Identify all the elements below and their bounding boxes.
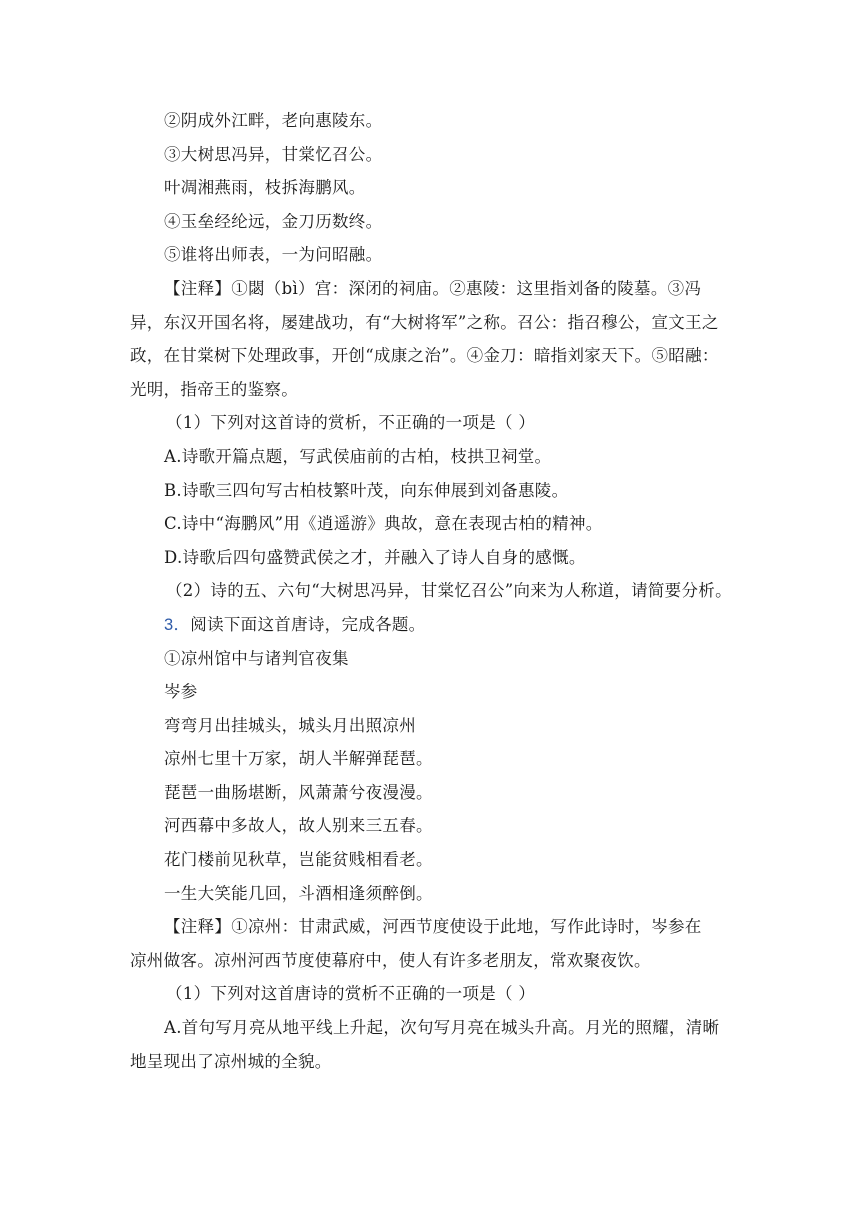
poem-line: 凉州七里十万家，胡人半解弹琵琶。 xyxy=(164,749,433,769)
poem-1-lines xyxy=(130,104,730,272)
note-line: 异，东汉开国名将，屡建战功，有“大树将军”之称。召公：指召穆公，宣文王之 xyxy=(130,312,719,332)
question-1-2: （2）诗的五、六句“大树思冯异，甘棠忆召公”向来为人称道，请简要分析。 xyxy=(166,581,732,601)
poem-line: 叶凋湘燕雨，枝拆海鹏风。 xyxy=(164,178,366,198)
poem-3-lines xyxy=(130,709,730,911)
poem-author: 岑参 xyxy=(164,682,198,702)
note-line: 凉州做客。凉州河西节度使幕府中，使人有许多老朋友，常欢聚夜饮。 xyxy=(130,950,651,970)
question-prompt: 阅读下面这首唐诗，完成各题。 xyxy=(190,614,426,634)
option-line: A.首句写月亮从地平线上升起，次句写月亮在城头升高。月光的照耀，清晰 xyxy=(164,1018,720,1038)
option-c: C.诗中“海鹏风”用《逍遥游》典故，意在表现古柏的精神。 xyxy=(164,514,603,534)
poem-line: 一生大笑能几回，斗酒相逢须醉倒。 xyxy=(164,883,433,903)
poem-3-notes xyxy=(130,910,730,977)
option-a: A.诗歌开篇点题，写武侯庙前的古柏，枝拱卫祠堂。 xyxy=(164,446,552,466)
poem-title: ①凉州馆中与诸判官夜集 xyxy=(164,648,349,668)
poem-1-notes xyxy=(130,272,730,406)
note-line: 【注释】①閟（bì）宫：深闭的祠庙。②惠陵：这里指刘备的陵墓。③冯 xyxy=(164,278,702,298)
question-number: 3． xyxy=(164,615,191,634)
note-line: 【注释】①凉州：甘肃武威，河西节度使设于此地，写作此诗时，岑参在 xyxy=(164,917,702,937)
question-3-1: （1）下列对这首唐诗的赏析不正确的一项是（ ） xyxy=(166,984,536,1004)
poem-line: ②阴成外江畔，老向惠陵东。 xyxy=(164,111,383,130)
note-line: 政，在甘棠树下处理政事，开创“成康之治”。④金刀：暗指刘家天下。⑤昭融： xyxy=(130,346,719,366)
option-b: B.诗歌三四句写古柏枝繁叶茂，向东伸展到刘备惠陵。 xyxy=(164,480,569,500)
question-3-heading xyxy=(130,608,730,642)
poem-line: ④玉垒经纶远，金刀历数终。 xyxy=(164,211,383,231)
document-page xyxy=(130,104,730,1078)
poem-line: ⑤谁将出师表，一为问昭融。 xyxy=(164,245,383,265)
question-1-1: （1）下列对这首诗的赏析，不正确的一项是（ ） xyxy=(166,413,536,433)
poem-line: 弯弯月出挂城头，城头月出照凉州 xyxy=(164,715,416,735)
poem-line: 琵琶一曲肠堪断，风萧萧兮夜漫漫。 xyxy=(164,782,433,802)
poem-line: 花门楼前见秋草，岂能贫贱相看老。 xyxy=(164,850,433,870)
poem-line: ③大树思冯异，甘棠忆召公。 xyxy=(164,144,383,164)
option-d: D.诗歌后四句盛赞武侯之才，并融入了诗人自身的感慨。 xyxy=(164,547,586,567)
note-line: 光明，指帝王的鉴察。 xyxy=(130,379,298,399)
option-line: 地呈现出了凉州城的全貌。 xyxy=(130,1051,332,1071)
option-3-a xyxy=(130,1011,730,1078)
poem-line: 河西幕中多故人，故人别来三五春。 xyxy=(164,816,433,836)
